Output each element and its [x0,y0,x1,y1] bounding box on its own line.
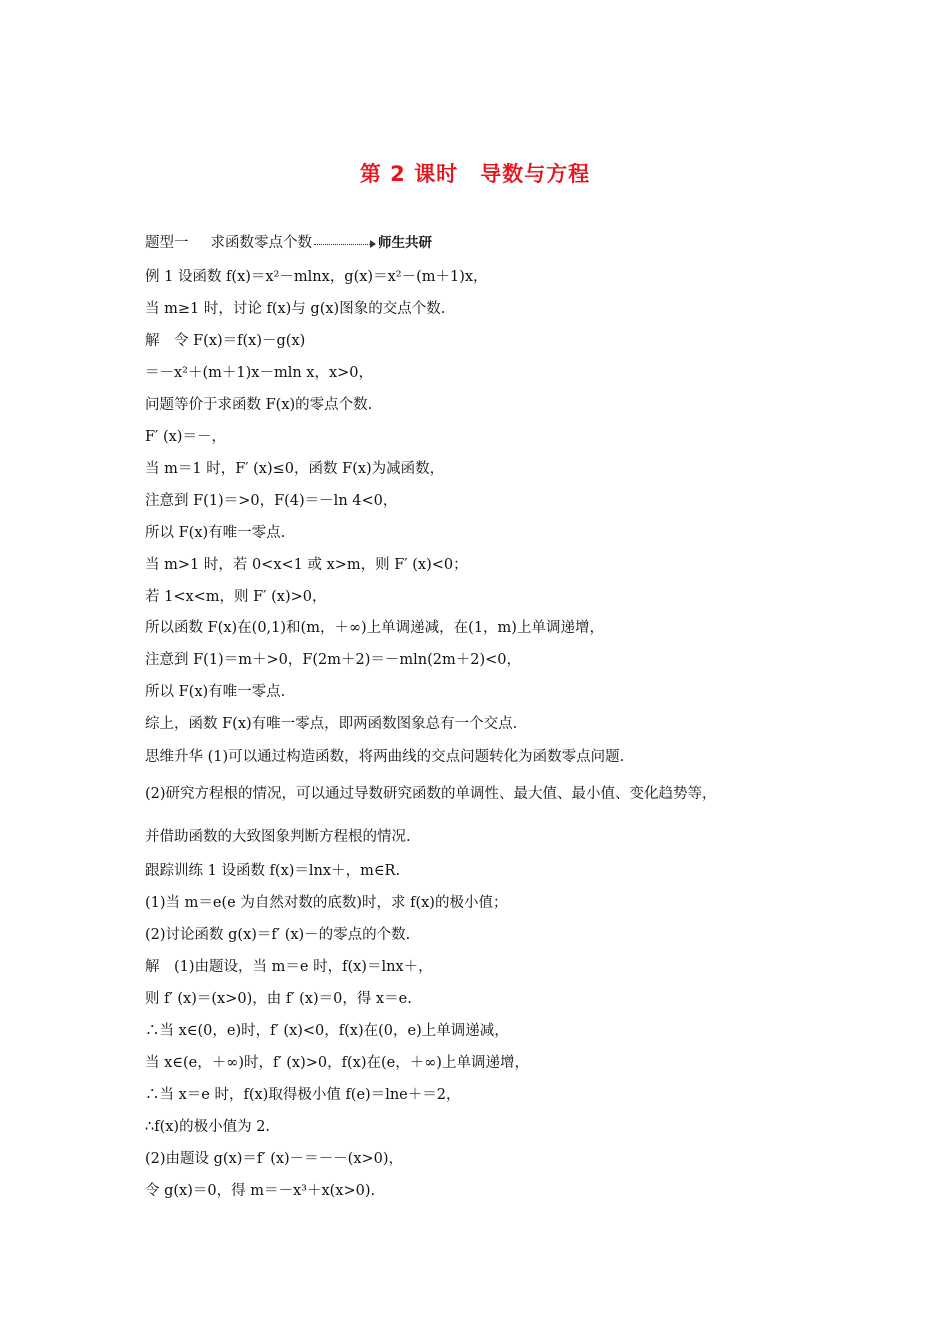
text-line: 所以 F(x)有唯一零点. [145,525,286,541]
text-line: 解 令 F(x)＝f(x)－g(x) [145,333,306,349]
text-line: 当 x∈(e，＋∞)时，f′ (x)>0，f(x)在(e，＋∞)上单调递增， [145,1055,529,1071]
text-line: 若 1<x<m，则 F′ (x)>0， [145,589,327,605]
arrow-icon [314,244,372,245]
text-line: 例 1 设函数 f(x)＝x²－mlnx，g(x)＝x²－(m＋1)x， [145,269,488,285]
text-line: 所以 F(x)有唯一零点. [145,684,286,700]
text-line: 当 m>1 时，若 0<x<1 或 x>m，则 F′ (x)<0； [145,557,468,573]
text-line: 所以函数 F(x)在(0,1)和(m，＋∞)上单调递减，在(1，m)上单调递增， [145,620,604,636]
text-line: 综上，函数 F(x)有唯一零点，即两函数图象总有一个交点. [145,716,518,732]
text-line: (2)讨论函数 g(x)＝f′ (x)－的零点的个数. [145,927,411,943]
page-title: 第 2 课时 导数与方程 [359,162,591,186]
text-line: ∴当 x＝e 时，f(x)取得极小值 f(e)＝lne＋＝2， [145,1087,461,1103]
type-name: 求函数零点个数 [210,235,312,251]
text-line: ∴f(x)的极小值为 2. [145,1119,271,1135]
text-line: 跟踪训练 1 设函数 f(x)＝lnx＋，m∈R. [145,863,401,879]
text-line: 注意到 F(1)＝m＋>0，F(2m＋2)＝－mln(2m＋2)<0， [145,652,522,668]
text-line: 并借助函数的大致图象判断方程根的情况. [145,829,411,845]
text-line: 当 m≥1 时，讨论 f(x)与 g(x)图象的交点个数. [145,301,446,317]
type-label: 题型一 [145,235,189,251]
section-heading [145,233,432,253]
text-line: (2)研究方程根的情况，可以通过导数研究函数的单调性、最大值、最小值、变化趋势等， [145,786,717,802]
text-line: ＝－x²＋(m＋1)x－mln x，x>0， [145,365,374,381]
text-line: 问题等价于求函数 F(x)的零点个数. [145,397,373,413]
text-line: (1)当 m＝e(e 为自然对数的底数)时，求 f(x)的极小值； [145,895,508,911]
text-line: 解 (1)由题设，当 m＝e 时，f(x)＝lnx＋， [145,959,433,975]
text-line: 注意到 F(1)＝>0，F(4)＝－ln 4<0， [145,493,398,509]
text-line: (2)由题设 g(x)＝f′ (x)－＝－－(x>0)， [145,1151,404,1167]
text-line: 思维升华 (1)可以通过构造函数，将两曲线的交点问题转化为函数零点问题. [145,749,625,765]
text-line: 当 m＝1 时，F′ (x)≤0，函数 F(x)为减函数， [145,461,445,477]
text-line: 则 f′ (x)＝(x>0)，由 f′ (x)＝0，得 x＝e. [145,991,412,1007]
text-line: 令 g(x)＝0，得 m＝－x³＋x(x>0). [145,1183,376,1199]
study-tag: 师生共研 [378,235,432,251]
text-line: ∴当 x∈(0，e)时，f′ (x)<0，f(x)在(0，e)上单调递减， [145,1023,509,1039]
text-line: F′ (x)＝－， [145,429,226,445]
